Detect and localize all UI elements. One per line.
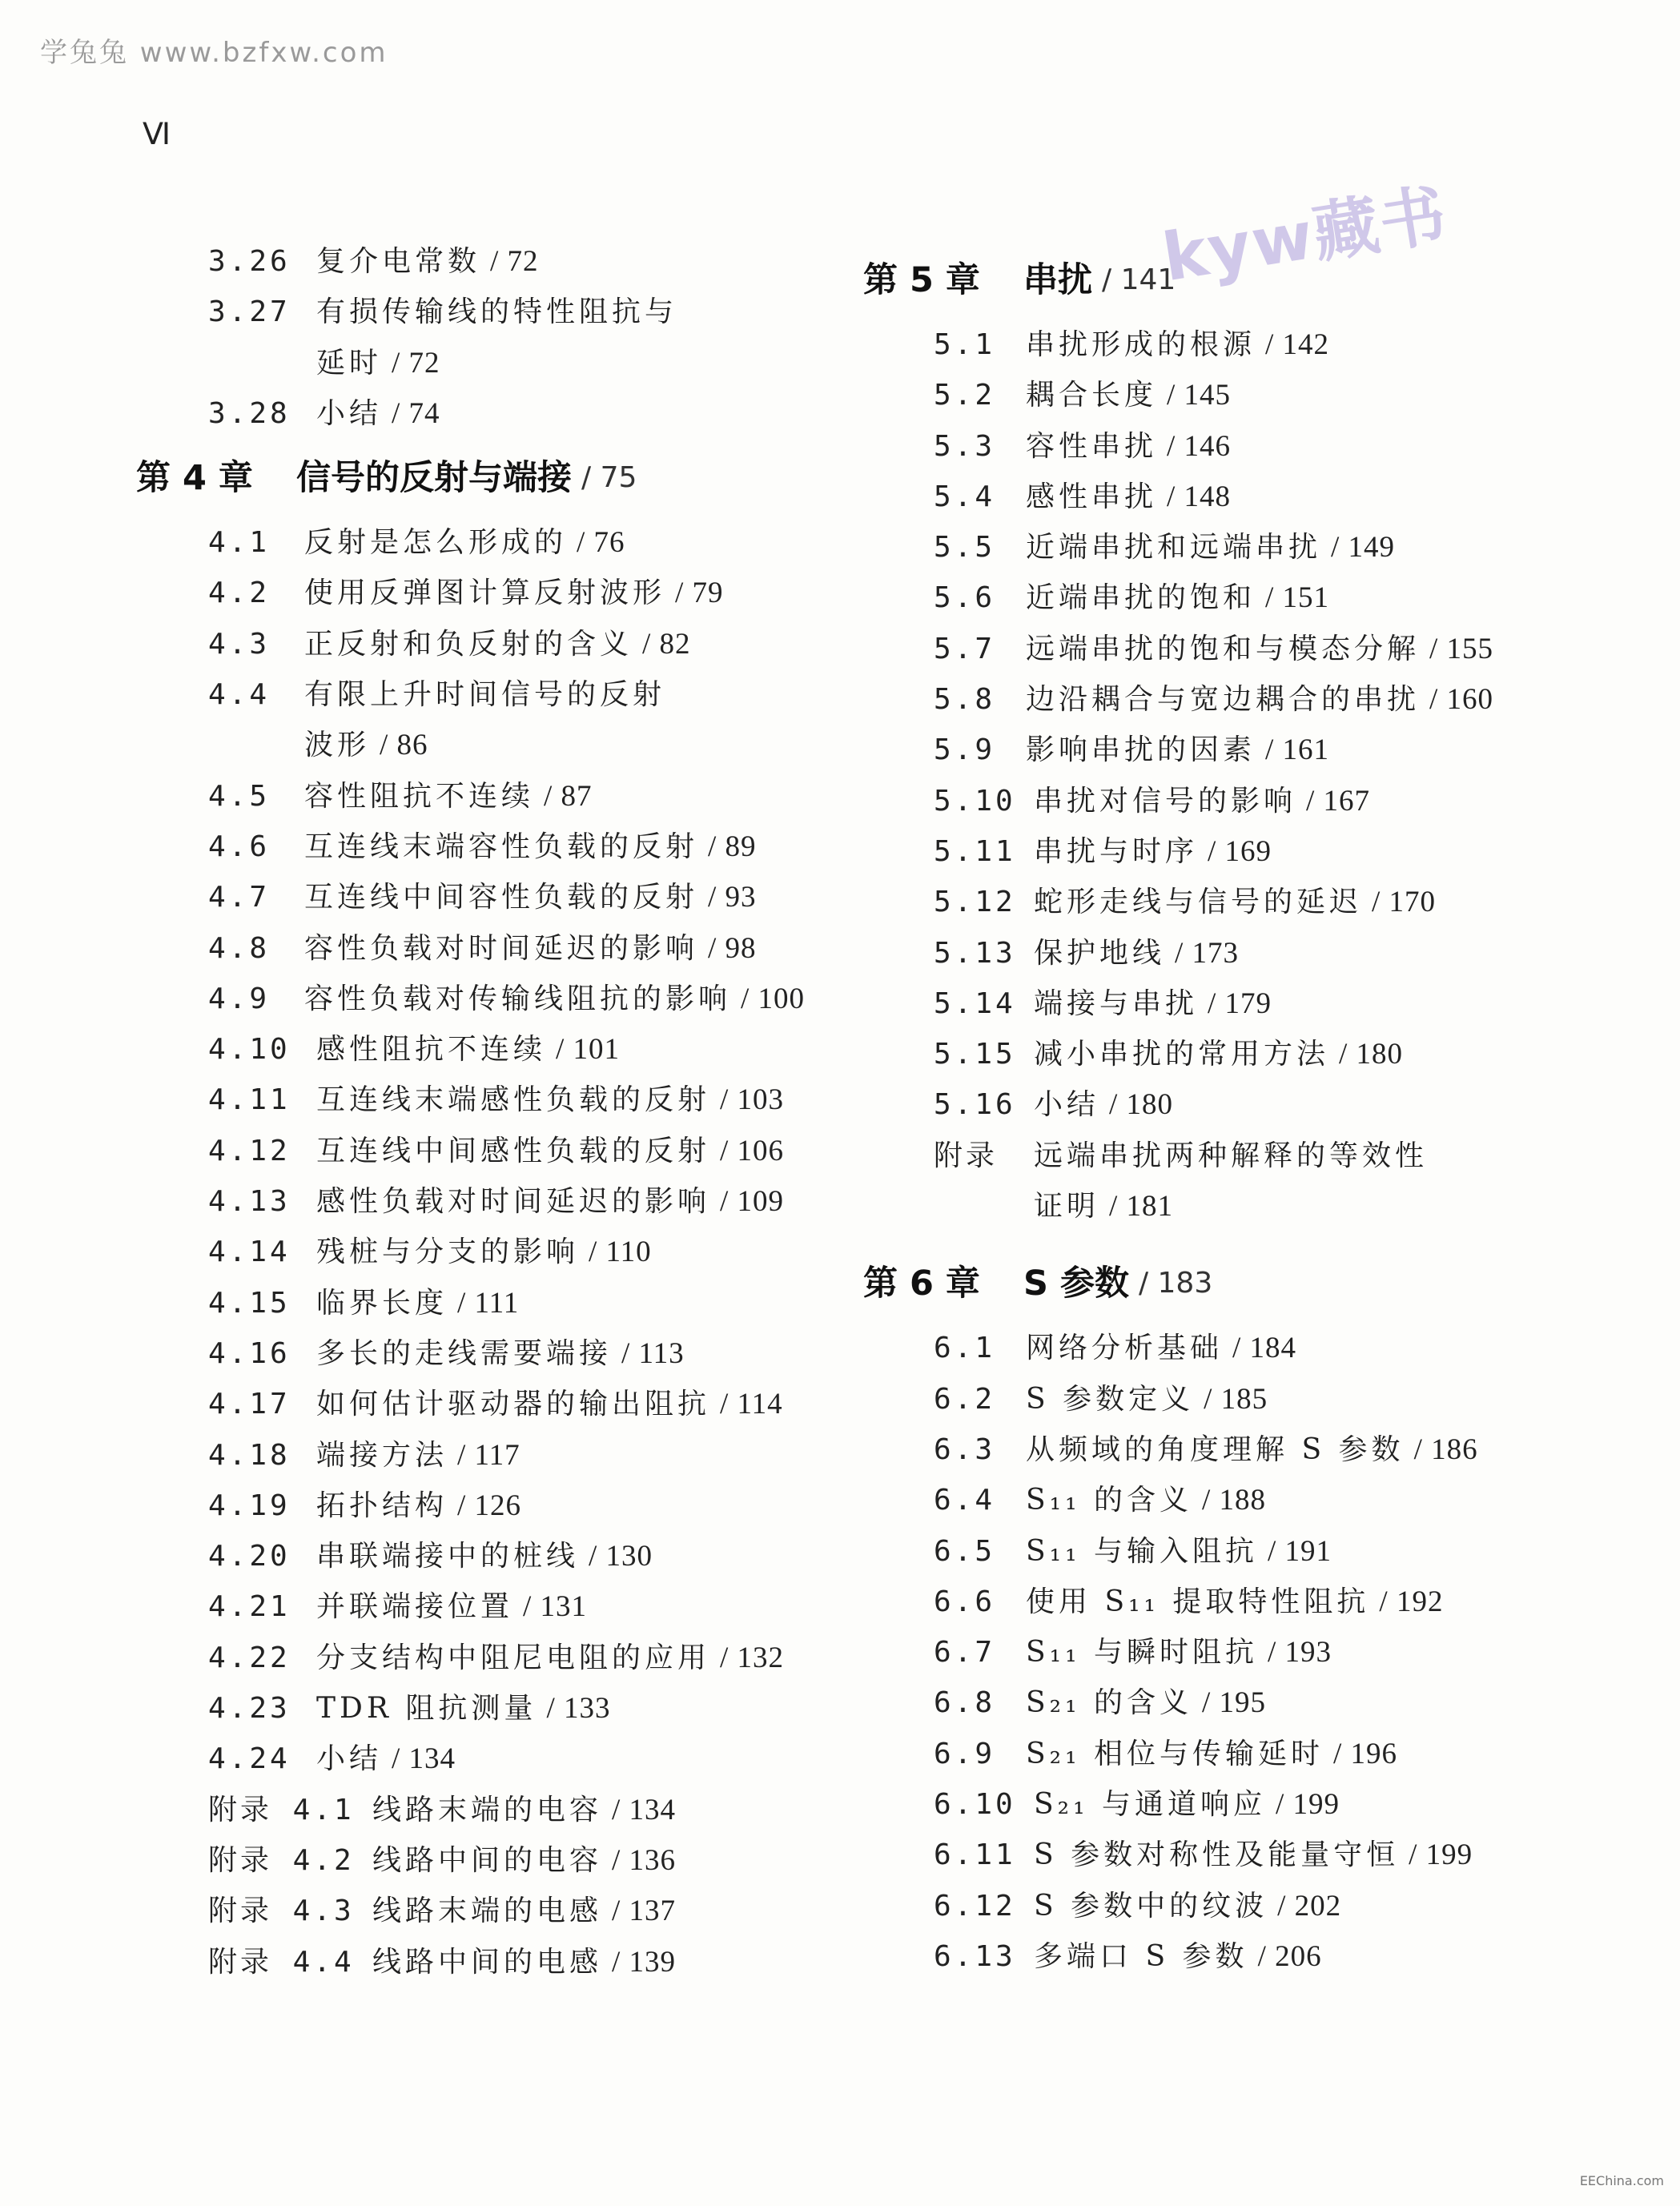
toc-entry[interactable] xyxy=(136,1379,905,1429)
toc-entry[interactable] xyxy=(863,725,1632,775)
entry-number: 附录 xyxy=(934,1139,999,1172)
entry-title: 如何估计驱动器的输出阻抗 xyxy=(316,1388,711,1421)
entry-title: S₁₁ 与输入阻抗 xyxy=(1026,1534,1258,1568)
toc-entry[interactable] xyxy=(136,1430,905,1481)
entry-page: / 79 xyxy=(675,577,724,610)
toc-entry[interactable] xyxy=(136,974,905,1024)
entry-number: 5.13 xyxy=(934,936,1016,970)
entry-title: 近端串扰的饱和 xyxy=(1026,581,1256,615)
entry-page: / 179 xyxy=(1208,986,1272,1020)
entry-number: 4.21 xyxy=(208,1590,291,1624)
page-number: Ⅵ xyxy=(143,118,171,151)
entry-number: 4.16 xyxy=(208,1336,291,1370)
entry-page: / 93 xyxy=(708,881,757,914)
entry-page: / 89 xyxy=(708,830,757,863)
chapter-5-heading[interactable] xyxy=(863,252,1632,308)
entry-title: 并联端接位置 xyxy=(316,1590,514,1624)
entry-page: / 180 xyxy=(1339,1038,1404,1071)
toc-entry[interactable] xyxy=(863,370,1632,420)
entry-title-block xyxy=(1034,1131,1428,1232)
entry-number: 4.10 xyxy=(208,1033,291,1067)
entry-title: 线路中间的电感 xyxy=(372,1945,603,1979)
entry-page: / 195 xyxy=(1201,1686,1267,1720)
toc-entry[interactable] xyxy=(863,1577,1632,1627)
entry-title: 网络分析基础 xyxy=(1026,1332,1224,1365)
entry-page: / 146 xyxy=(1167,429,1232,463)
chapter-page: / 183 xyxy=(1138,1267,1213,1300)
entry-page: / 185 xyxy=(1204,1382,1268,1416)
entry-title: 端接方法 xyxy=(316,1438,448,1472)
toc-entry[interactable] xyxy=(863,877,1632,927)
entry-page: / 106 xyxy=(720,1134,785,1167)
toc-entry[interactable] xyxy=(863,826,1632,877)
toc-entry[interactable] xyxy=(863,776,1632,826)
entry-title: 减小串扰的常用方法 xyxy=(1034,1038,1330,1071)
entry-page: / 103 xyxy=(720,1083,785,1117)
entry-title: 线路末端的电容 xyxy=(372,1793,603,1826)
entry-title: 有损传输线的特性阻抗与 xyxy=(316,295,678,329)
entry-title: S 参数对称性及能量守恒 xyxy=(1034,1838,1400,1872)
entry-page: / 206 xyxy=(1257,1939,1322,1973)
entry-page: / 186 xyxy=(1413,1432,1478,1466)
entry-title-continuation: 证明 xyxy=(1034,1190,1100,1224)
entry-page: / 161 xyxy=(1265,733,1330,767)
entry-title: 串扰对信号的影响 xyxy=(1034,784,1297,818)
entry-number: 5.15 xyxy=(934,1038,1016,1071)
entry-number: 6.5 xyxy=(934,1534,996,1568)
entry-title: 小结 xyxy=(1034,1088,1100,1122)
entry-title: S₂₁ 与通道响应 xyxy=(1034,1788,1266,1822)
entry-title: 近端串扰和远端串扰 xyxy=(1026,531,1322,565)
entry-title: 串联端接中的桩线 xyxy=(316,1540,580,1573)
entry-title: S₂₁ 相位与传输延时 xyxy=(1026,1737,1324,1770)
entry-number: 6.7 xyxy=(934,1636,996,1670)
entry-number: 3.27 xyxy=(208,295,291,329)
toc-right-column xyxy=(863,252,1632,1982)
entry-title: 影响串扰的因素 xyxy=(1026,733,1256,767)
entry-page: / 114 xyxy=(720,1388,783,1421)
toc-left-column xyxy=(136,236,905,1987)
toc-entry[interactable] xyxy=(863,421,1632,472)
entry-number: 4.1 xyxy=(208,526,271,560)
entry-title: 保护地线 xyxy=(1034,936,1166,970)
chapter3-tail-entries xyxy=(136,236,905,439)
entry-title: 反射是怎么形成的 xyxy=(304,526,568,560)
entry-page: / 87 xyxy=(544,779,593,813)
entry-number: 5.3 xyxy=(934,429,996,463)
entry-page: / 132 xyxy=(720,1641,785,1674)
toc-entry[interactable] xyxy=(136,771,905,822)
entry-title: 多长的走线需要端接 xyxy=(316,1336,613,1370)
toc-entry[interactable] xyxy=(136,923,905,974)
entry-page: / 193 xyxy=(1267,1636,1332,1670)
entry-page: / 173 xyxy=(1175,936,1240,970)
entry-page: / 100 xyxy=(741,982,806,1015)
entry-number: 4.4 xyxy=(208,678,271,712)
entry-number: 5.16 xyxy=(934,1088,1016,1122)
entry-page: / 76 xyxy=(577,526,625,560)
entry-page: / 180 xyxy=(1109,1088,1174,1122)
toc-entry[interactable] xyxy=(136,388,905,439)
toc-entry[interactable] xyxy=(136,517,905,568)
entry-number: 4.24 xyxy=(208,1742,291,1776)
entry-number: 5.2 xyxy=(934,379,996,412)
chapter-4-heading[interactable] xyxy=(136,450,905,506)
entry-number: 6.2 xyxy=(934,1382,996,1416)
entry-number: 4.2 xyxy=(208,577,271,610)
entry-page: / 149 xyxy=(1331,531,1396,565)
entry-title-block xyxy=(304,669,665,771)
chapter-page: / 75 xyxy=(581,461,637,495)
entry-number: 5.7 xyxy=(934,632,996,665)
entry-title: 残桩与分支的影响 xyxy=(316,1236,580,1269)
entry-number: 4.20 xyxy=(208,1540,291,1573)
entry-number: 4.5 xyxy=(208,779,271,813)
entry-number: 4.14 xyxy=(208,1236,291,1269)
toc-entry[interactable] xyxy=(136,669,905,771)
entry-title: 线路中间的电容 xyxy=(372,1843,603,1877)
entry-number: 3.26 xyxy=(208,245,291,278)
entry-title: 临界长度 xyxy=(316,1286,448,1320)
entry-title: 从频域的角度理解 S 参数 xyxy=(1026,1432,1405,1466)
toc-entry[interactable] xyxy=(136,1328,905,1379)
entry-page: / 145 xyxy=(1167,379,1232,412)
entry-number: 附录 4.1 xyxy=(208,1793,355,1826)
entry-title: TDR 阻抗测量 xyxy=(316,1692,537,1726)
library-stamp: kyw藏书 xyxy=(1157,176,1453,297)
entry-title: 分支结构中阻尼电阻的应用 xyxy=(316,1641,711,1674)
toc-entry[interactable] xyxy=(136,1126,905,1176)
toc-entry[interactable] xyxy=(136,1024,905,1075)
entry-title: 感性负载对时间延迟的影响 xyxy=(316,1185,711,1219)
entry-number: 4.7 xyxy=(208,881,271,914)
toc-entry[interactable] xyxy=(863,1131,1632,1232)
entry-page: / 117 xyxy=(457,1438,520,1472)
entry-page: / 133 xyxy=(546,1692,611,1726)
toc-entry[interactable] xyxy=(863,624,1632,674)
entry-title: 感性阻抗不连续 xyxy=(316,1033,547,1067)
entry-page: / 134 xyxy=(612,1793,677,1826)
entry-page: / 72 xyxy=(392,346,440,380)
entry-title: 有限上升时间信号的反射 xyxy=(304,678,666,712)
entry-title: 互连线中间感性负载的反射 xyxy=(316,1134,711,1167)
toc-entry[interactable] xyxy=(136,1633,905,1683)
toc-entry[interactable] xyxy=(136,1734,905,1784)
entry-title: 串扰形成的根源 xyxy=(1026,328,1256,361)
entry-number: 4.13 xyxy=(208,1185,291,1219)
toc-entry[interactable] xyxy=(136,1581,905,1632)
entry-number: 4.22 xyxy=(208,1641,291,1674)
entry-title: S₂₁ 的含义 xyxy=(1026,1686,1192,1720)
entry-number: 6.13 xyxy=(934,1939,1016,1973)
chapter-6-heading[interactable] xyxy=(863,1256,1632,1312)
entry-number: 4.18 xyxy=(208,1438,291,1472)
toc-entry[interactable] xyxy=(863,1779,1632,1830)
toc-entry[interactable] xyxy=(136,1886,905,1936)
toc-entry[interactable] xyxy=(136,1075,905,1125)
entry-page: / 192 xyxy=(1379,1585,1444,1618)
chapter-6-entries xyxy=(863,1323,1632,1982)
entry-page: / 191 xyxy=(1267,1534,1332,1568)
entry-page: / 113 xyxy=(621,1336,685,1370)
toc-entry[interactable] xyxy=(863,674,1632,725)
toc-entry[interactable] xyxy=(136,1481,905,1531)
entry-title: 远端串扰的饱和与模态分解 xyxy=(1026,632,1421,665)
entry-number: 4.15 xyxy=(208,1286,291,1320)
toc-entry[interactable] xyxy=(863,1526,1632,1577)
toc-entry[interactable] xyxy=(136,619,905,669)
toc-entry[interactable] xyxy=(863,573,1632,623)
entry-number: 5.12 xyxy=(934,886,1016,919)
toc-entry[interactable] xyxy=(136,1531,905,1581)
entry-title: 容性阻抗不连续 xyxy=(304,779,535,813)
entry-number: 附录 4.3 xyxy=(208,1895,355,1928)
toc-entry[interactable] xyxy=(136,1176,905,1227)
entry-number: 5.9 xyxy=(934,733,996,767)
entry-page: / 98 xyxy=(708,931,757,965)
entry-number: 6.11 xyxy=(934,1838,1016,1872)
entry-number: 5.10 xyxy=(934,784,1016,818)
entry-number: 5.1 xyxy=(934,328,996,361)
entry-title: 耦合长度 xyxy=(1026,379,1158,412)
chapter-5-entries xyxy=(863,319,1632,1232)
toc-entry[interactable] xyxy=(863,319,1632,370)
toc-entry[interactable] xyxy=(136,1278,905,1328)
entry-page: / 101 xyxy=(556,1033,621,1067)
entry-title: 使用反弹图计算反射波形 xyxy=(304,577,666,610)
entry-number: 5.6 xyxy=(934,581,996,615)
toc-entry[interactable] xyxy=(863,1881,1632,1931)
entry-number: 6.8 xyxy=(934,1686,996,1720)
toc-entry[interactable] xyxy=(863,472,1632,522)
entry-number: 5.8 xyxy=(934,683,996,717)
entry-number: 4.9 xyxy=(208,982,271,1015)
entry-page: / 111 xyxy=(457,1286,520,1320)
toc-entry[interactable] xyxy=(863,928,1632,978)
entry-title: 端接与串扰 xyxy=(1034,986,1199,1020)
entry-title: 使用 S₁₁ 提取特性阻抗 xyxy=(1026,1585,1370,1618)
entry-page: / 126 xyxy=(457,1489,522,1522)
entry-number: 4.11 xyxy=(208,1083,291,1117)
entry-title-continuation: 波形 xyxy=(304,729,371,762)
entry-number: 6.4 xyxy=(934,1484,996,1517)
entry-number: 6.12 xyxy=(934,1889,1016,1923)
entry-title: 蛇形走线与信号的延迟 xyxy=(1034,886,1363,919)
entry-title: S₁₁ 的含义 xyxy=(1026,1484,1192,1517)
entry-number: 4.8 xyxy=(208,931,271,965)
entry-page: / 130 xyxy=(589,1540,653,1573)
chapter-title: S 参数 xyxy=(1023,1264,1129,1304)
entry-page: / 86 xyxy=(380,729,428,762)
entry-page: / 148 xyxy=(1167,480,1232,513)
entry-page: / 184 xyxy=(1232,1332,1297,1365)
entry-number: 6.6 xyxy=(934,1585,996,1618)
entry-number: 4.17 xyxy=(208,1388,291,1421)
chapter-label: 第 5 章 xyxy=(863,260,980,300)
entry-page: / 155 xyxy=(1429,632,1494,665)
entry-number: 4.23 xyxy=(208,1692,291,1726)
entry-number: 3.28 xyxy=(208,396,291,430)
entry-number: 6.3 xyxy=(934,1432,996,1466)
toc-entry[interactable] xyxy=(863,1729,1632,1779)
entry-number: 5.4 xyxy=(934,480,996,513)
chapter-title: 串扰 xyxy=(1023,260,1092,300)
chapter-label: 第 6 章 xyxy=(863,1264,980,1304)
entry-title: 互连线中间容性负载的反射 xyxy=(304,881,699,914)
entry-title: 串扰与时序 xyxy=(1034,834,1199,868)
entry-page: / 196 xyxy=(1332,1737,1398,1770)
entry-number: 5.5 xyxy=(934,531,996,565)
chapter-4-entries xyxy=(136,517,905,1987)
entry-page: / 188 xyxy=(1201,1484,1267,1517)
entry-number: 6.9 xyxy=(934,1737,996,1770)
entry-title: 小结 xyxy=(316,1742,383,1776)
entry-page: / 74 xyxy=(392,396,440,430)
entry-title: S₁₁ 与瞬时阻抗 xyxy=(1026,1636,1258,1670)
entry-page: / 160 xyxy=(1429,683,1494,717)
toc-entry[interactable] xyxy=(863,1678,1632,1728)
entry-page: / 131 xyxy=(523,1590,588,1624)
entry-number: 4.12 xyxy=(208,1134,291,1167)
entry-page: / 142 xyxy=(1265,328,1330,361)
entry-page: / 139 xyxy=(612,1945,677,1979)
entry-page: / 82 xyxy=(642,627,691,661)
entry-title: 感性串扰 xyxy=(1026,480,1158,513)
toc-entry[interactable] xyxy=(863,1424,1632,1475)
entry-number: 5.14 xyxy=(934,986,1016,1020)
entry-title-block xyxy=(316,287,677,388)
entry-page: / 199 xyxy=(1409,1838,1473,1872)
toc-entry[interactable] xyxy=(136,236,905,287)
entry-page: / 109 xyxy=(720,1185,785,1219)
entry-title: 容性串扰 xyxy=(1026,429,1158,463)
toc-entry[interactable] xyxy=(136,872,905,922)
entry-page: / 137 xyxy=(612,1895,677,1928)
entry-page: / 167 xyxy=(1306,784,1371,818)
entry-page: / 110 xyxy=(589,1236,652,1269)
entry-title: 互连线末端感性负载的反射 xyxy=(316,1083,711,1117)
toc-entry[interactable] xyxy=(863,522,1632,573)
entry-title: 容性负载对时间延迟的影响 xyxy=(304,931,699,965)
entry-title: S 参数中的纹波 xyxy=(1034,1889,1268,1923)
entry-title: 线路末端的电感 xyxy=(372,1895,603,1928)
entry-number: 6.1 xyxy=(934,1332,996,1365)
toc-entry[interactable] xyxy=(863,978,1632,1029)
toc-entry[interactable] xyxy=(136,287,905,388)
toc-entry[interactable] xyxy=(863,1475,1632,1525)
entry-title: 小结 xyxy=(316,396,383,430)
site-watermark: 学兔兔 www.bzfxw.com xyxy=(40,37,388,69)
entry-page: / 136 xyxy=(612,1843,677,1877)
entry-title: S 参数定义 xyxy=(1026,1382,1195,1416)
entry-number: 4.19 xyxy=(208,1489,291,1522)
toc-entry[interactable] xyxy=(863,1323,1632,1373)
footer-watermark: EEChina.com xyxy=(1579,2173,1664,2188)
toc-entry[interactable] xyxy=(863,1029,1632,1079)
toc-entry[interactable] xyxy=(863,1079,1632,1130)
entry-title: 容性负载对传输线阻抗的影响 xyxy=(304,982,732,1015)
chapter-title: 信号的反射与端接 xyxy=(296,458,572,499)
entry-number: 6.10 xyxy=(934,1788,1016,1822)
entry-title: 正反射和负反射的含义 xyxy=(304,627,633,661)
toc-entry[interactable] xyxy=(136,1835,905,1886)
entry-page: / 202 xyxy=(1277,1889,1342,1923)
toc-entry[interactable] xyxy=(136,1227,905,1277)
toc-entry[interactable] xyxy=(136,568,905,618)
entry-page: / 199 xyxy=(1275,1788,1340,1822)
toc-entry[interactable] xyxy=(136,822,905,872)
entry-title-continuation: 延时 xyxy=(316,346,383,380)
entry-number: 4.3 xyxy=(208,627,271,661)
entry-number: 附录 4.4 xyxy=(208,1945,355,1979)
entry-number: 4.6 xyxy=(208,830,271,863)
entry-number: 5.11 xyxy=(934,834,1016,868)
entry-title: 复介电常数 xyxy=(316,245,481,278)
entry-page: / 181 xyxy=(1109,1190,1174,1224)
entry-title: 互连线末端容性负载的反射 xyxy=(304,830,699,863)
entry-title: 远端串扰两种解释的等效性 xyxy=(1034,1139,1429,1172)
entry-page: / 72 xyxy=(490,245,539,278)
entry-title: 拓扑结构 xyxy=(316,1489,448,1522)
entry-page: / 134 xyxy=(392,1742,456,1776)
toc-entry[interactable] xyxy=(136,1937,905,1987)
toc-entry[interactable] xyxy=(136,1785,905,1835)
chapter-label: 第 4 章 xyxy=(136,458,253,499)
entry-title: 边沿耦合与宽边耦合的串扰 xyxy=(1026,683,1421,717)
toc-entry[interactable] xyxy=(136,1683,905,1734)
entry-page: / 170 xyxy=(1372,886,1437,919)
entry-page: / 169 xyxy=(1208,834,1272,868)
entry-number: 附录 4.2 xyxy=(208,1843,355,1877)
toc-entry[interactable] xyxy=(863,1931,1632,1982)
chapter-page: / 141 xyxy=(1102,263,1176,296)
entry-title: 多端口 S 参数 xyxy=(1034,1939,1248,1973)
toc-entry[interactable] xyxy=(863,1374,1632,1424)
toc-entry[interactable] xyxy=(863,1627,1632,1678)
entry-page: / 151 xyxy=(1265,581,1330,615)
toc-entry[interactable] xyxy=(863,1830,1632,1880)
